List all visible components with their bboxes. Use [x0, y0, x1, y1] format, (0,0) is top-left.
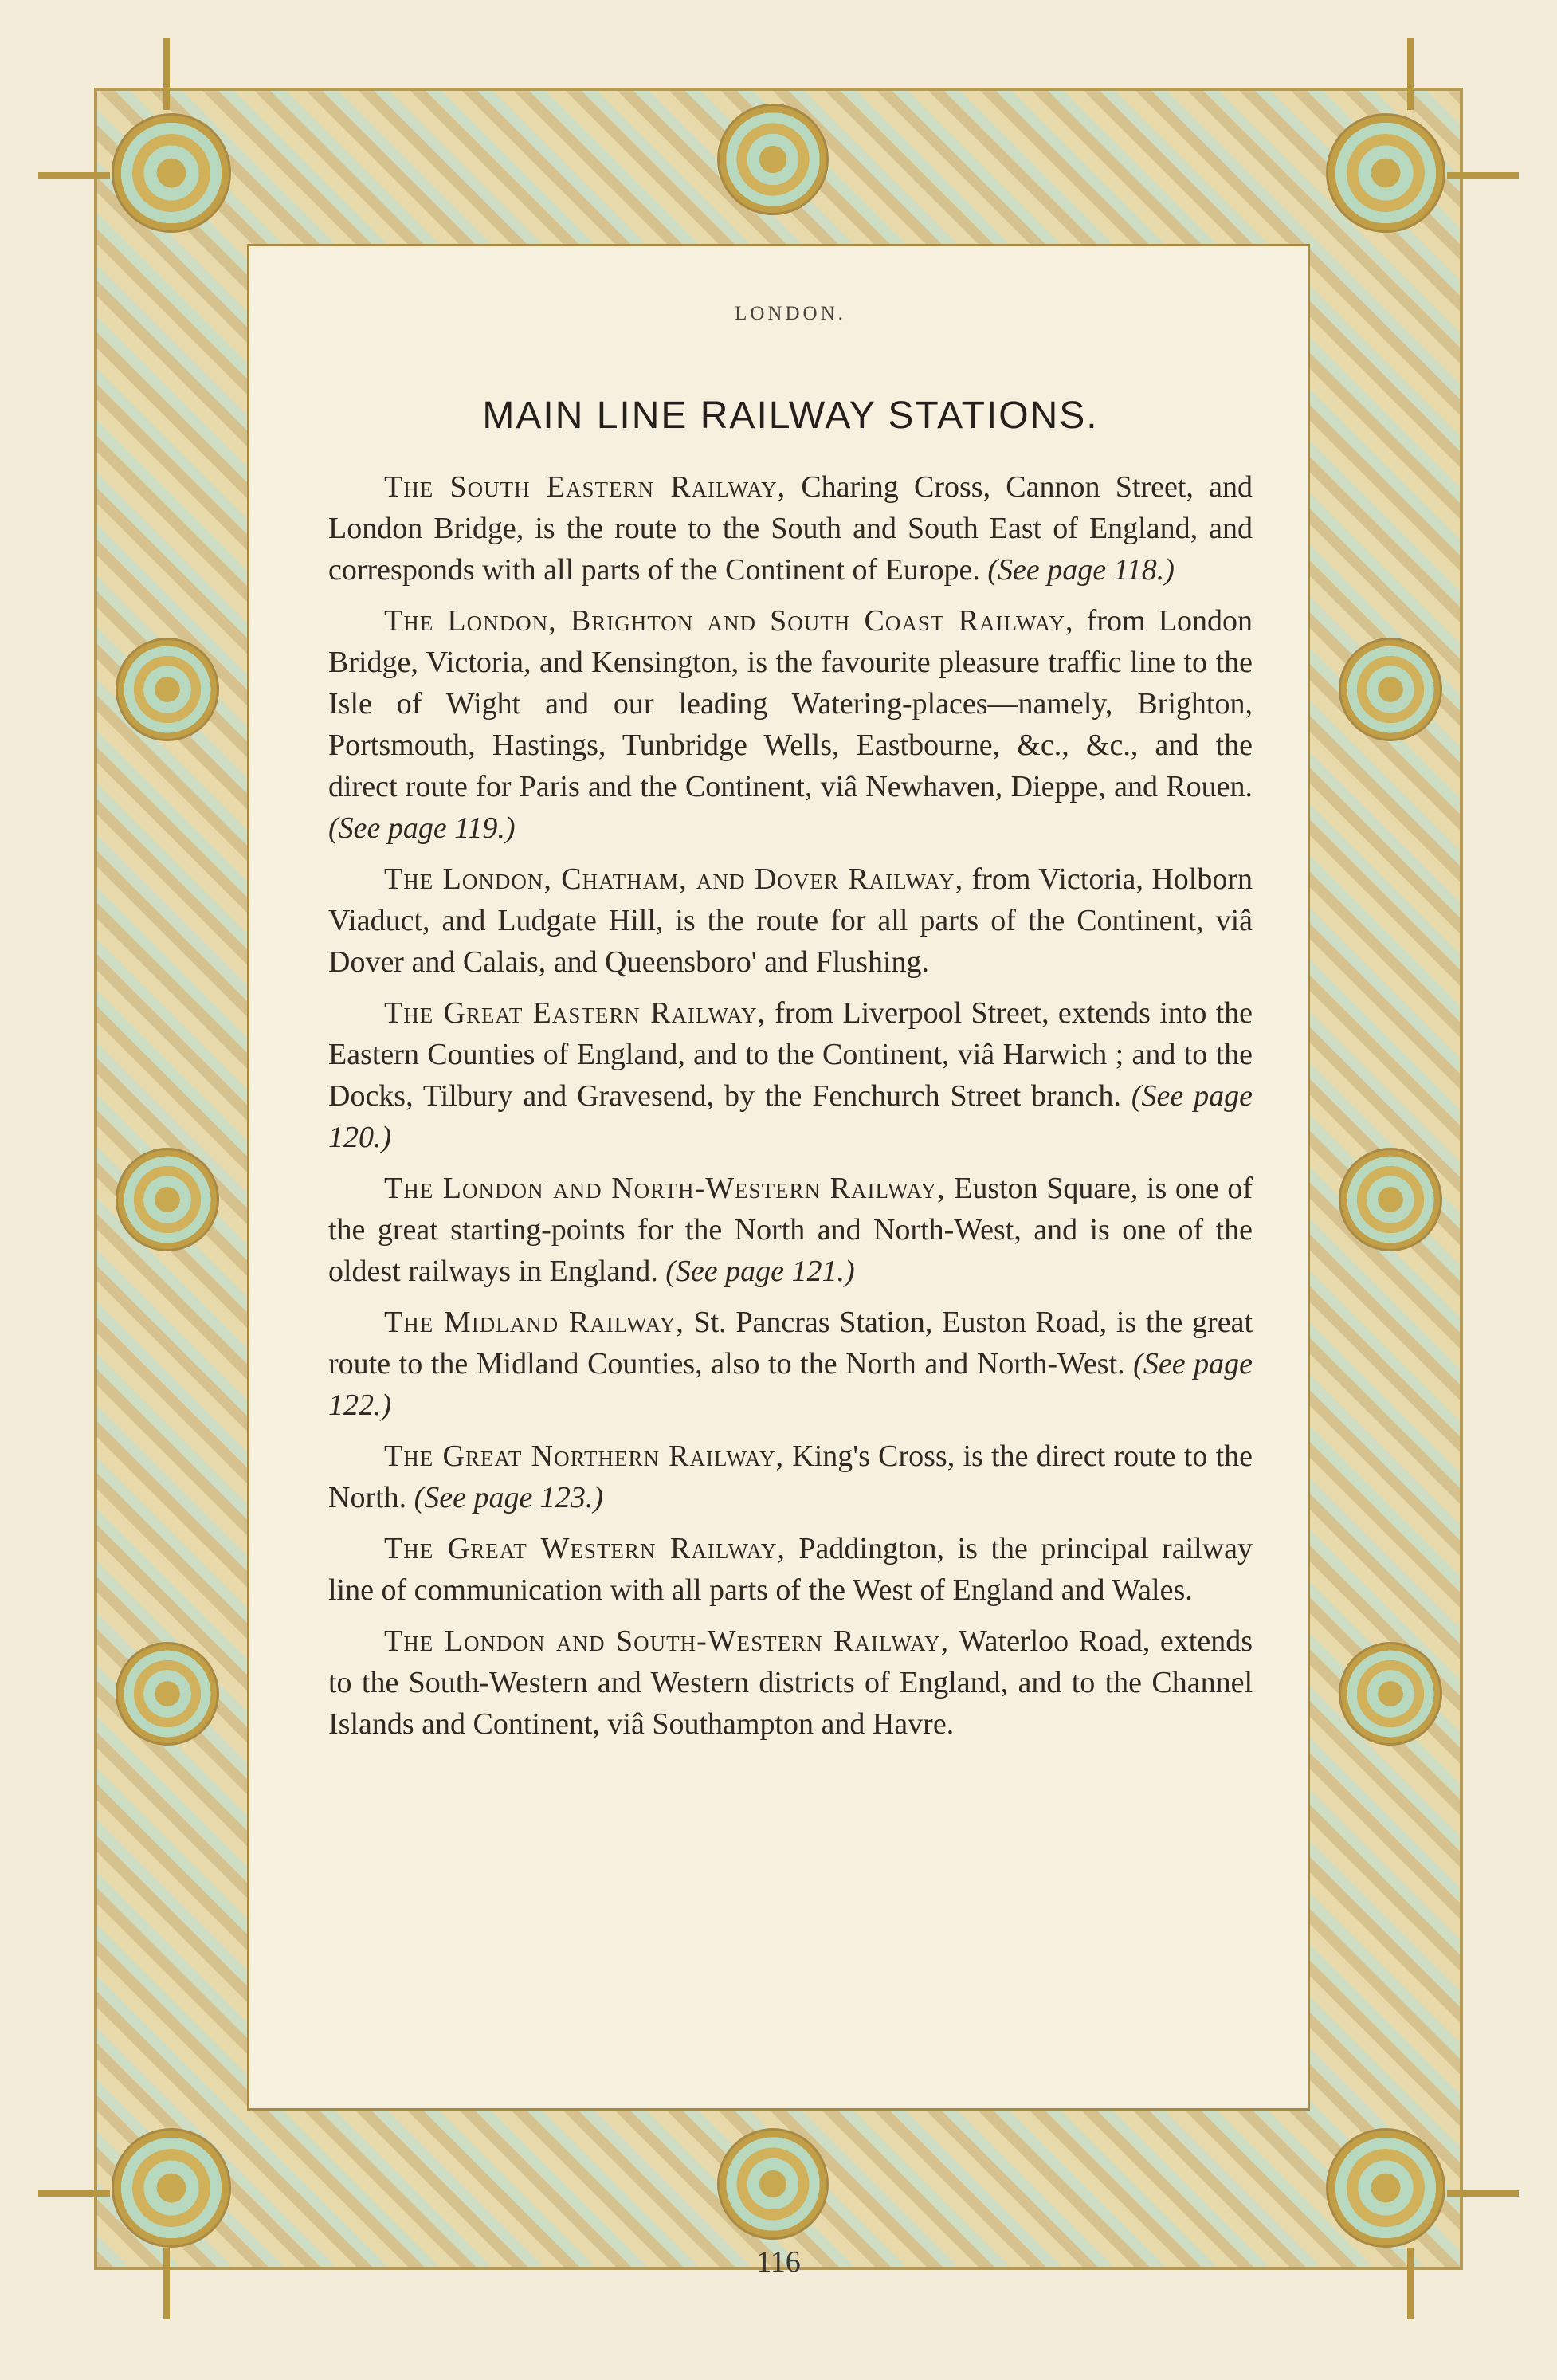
border-post-top-left — [163, 38, 170, 110]
border-post-top-right — [1407, 38, 1414, 110]
rose-ornament-top — [717, 104, 829, 215]
page-reference: (See page 119.) — [328, 811, 516, 845]
page-content — [328, 303, 1253, 1754]
rose-ornament-bottom — [717, 2128, 829, 2240]
paragraph-great-eastern — [328, 992, 1253, 1158]
paragraph-text: Charing Cross, Cannon Street, and London Bridge, is the route to the South and South East of England, and corresponds with all parts of the Continent of Europe. — [328, 470, 1253, 587]
railway-name: The South Eastern Railway, — [384, 470, 786, 504]
page-reference: (See page 121.) — [665, 1255, 855, 1288]
page-reference: (See page 123.) — [414, 1481, 604, 1514]
railway-name: The Great Northern Railway, — [384, 1439, 785, 1473]
rose-ornament-right — [1339, 1642, 1442, 1746]
railway-name: The Midland Railway, — [384, 1306, 684, 1339]
rose-ornament-left — [116, 1642, 219, 1746]
page-reference: (See page 122.) — [328, 1347, 1253, 1422]
rose-ornament-top-right — [1326, 113, 1445, 233]
paragraph-north-western — [328, 1168, 1253, 1292]
paragraph-text: King's Cross, is the direct route to the North. — [328, 1439, 1253, 1514]
paragraph-text: Paddington, is the principal railway line of communication with all parts of the West of England and Wales. — [328, 1532, 1253, 1607]
paragraph-text: Waterloo Road, extends to the South-Western and Western districts of England, and to the Channel Islands and Continent, viâ Southampton and Havre. — [328, 1624, 1253, 1741]
paragraph-south-eastern — [328, 466, 1253, 591]
paragraph-text: from London Bridge, Victoria, and Kensington, is the favourite pleasure traffic line to the Isle of Wight and our leading Watering-places—namely, Brighton, Portsmouth, Hastings, Tunbridge Wells, Eastbourne, &c., &c., and the direct route for Paris and the Continent, viâ Newhaven, Dieppe, and Rouen. — [328, 604, 1253, 803]
running-head: LONDON. — [735, 303, 846, 324]
border-post-right-bottom — [1447, 2190, 1519, 2197]
rose-ornament-left — [116, 638, 219, 741]
page-number: 116 — [756, 2245, 801, 2279]
railway-name: The London, Chatham, and Dover Railway, — [384, 862, 964, 896]
page-title: MAIN LINE RAILWAY STATIONS. — [482, 395, 1099, 437]
railway-name: The London and North-Western Railway, — [384, 1172, 946, 1205]
border-post-left-top — [38, 172, 110, 179]
railway-name: The London, Brighton and South Coast Railway, — [384, 604, 1074, 638]
paragraph-midland — [328, 1302, 1253, 1426]
rose-ornament-top-left — [112, 113, 231, 233]
paragraph-text: Euston Square, is one of the great starting-points for the North and North-West, and is one of the oldest railways in England. — [328, 1172, 1253, 1288]
page-reference: (See page 120.) — [328, 1079, 1253, 1154]
paragraph-brighton — [328, 600, 1253, 849]
border-post-right-top — [1447, 172, 1519, 179]
rose-ornament-left — [116, 1148, 219, 1251]
paragraph-great-northern — [328, 1435, 1253, 1518]
railway-name: The Great Eastern Railway, — [384, 996, 766, 1030]
rose-ornament-right — [1339, 1148, 1442, 1251]
paragraph-south-western — [328, 1620, 1253, 1745]
border-post-left-bottom — [38, 2190, 110, 2197]
rose-ornament-bottom-left — [112, 2128, 231, 2248]
railway-name: The Great Western Railway, — [384, 1532, 786, 1565]
paragraph-chatham-dover — [328, 858, 1253, 983]
railway-name: The London and South-Western Railway, — [384, 1624, 949, 1658]
rose-ornament-bottom-right — [1326, 2128, 1445, 2248]
paragraph-text: from Liverpool Street, extends into the Eastern Counties of England, and to the Continent, viâ Harwich ; and to the Docks, Tilbury and Gravesend, by the Fenchurch Street branch. — [328, 996, 1253, 1113]
rose-ornament-right — [1339, 638, 1442, 741]
paragraph-great-western — [328, 1528, 1253, 1611]
page-reference: (See page 118.) — [987, 553, 1175, 587]
paragraph-text: St. Pancras Station, Euston Road, is the great route to the Midland Counties, also to the North and North-West. — [328, 1306, 1253, 1380]
paragraph-text: from Victoria, Holborn Viaduct, and Ludgate Hill, is the route for all parts of the Continent, viâ Dover and Calais, and Queensboro' and Flushing. — [328, 862, 1253, 979]
